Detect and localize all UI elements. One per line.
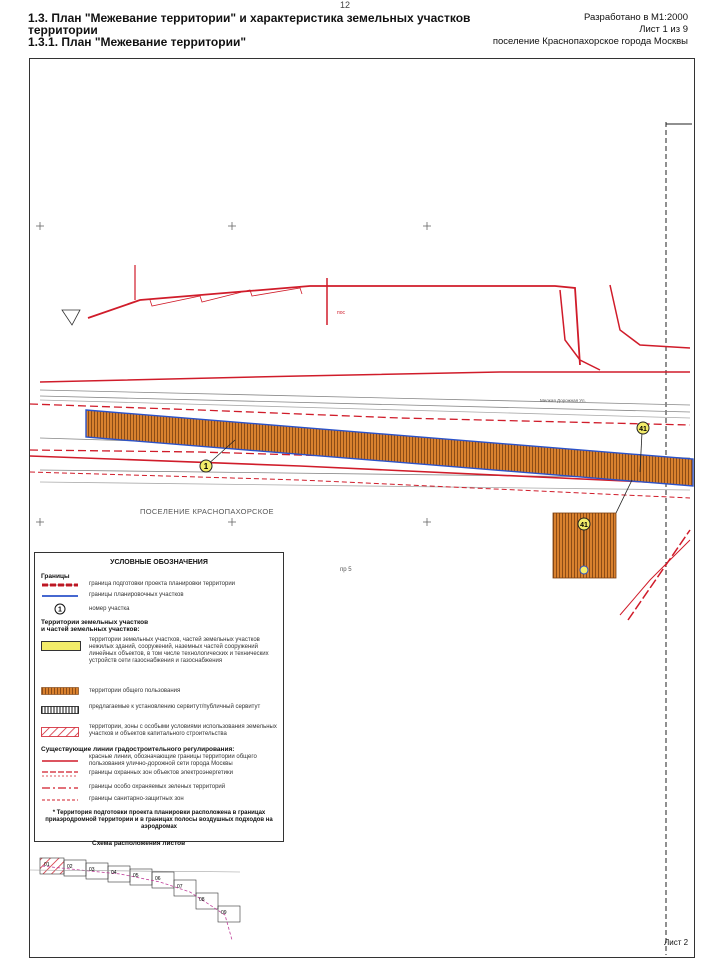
legend-panel — [34, 552, 284, 842]
scheme-title: Схема расположения листов — [92, 840, 186, 847]
scheme-label-02: 02 — [67, 864, 73, 870]
swatch-zones — [41, 727, 79, 737]
inset-yellow-spot — [580, 566, 588, 574]
scale-text: Разработано в М1:2000 — [584, 12, 688, 23]
swatch-number-text: 1 — [58, 606, 62, 614]
legend-text-planning: границы планировочных участков — [89, 592, 184, 598]
plot-1-number: 1 — [203, 462, 209, 471]
title-line-1: 1.3. План "Межевание территории" и характеристика земельных участков — [28, 11, 471, 25]
legend-item-number — [41, 603, 277, 615]
road-line-2 — [40, 396, 690, 412]
page-number: 12 — [340, 0, 351, 10]
red-line-diagonal-2 — [620, 540, 690, 615]
scheme-label-07: 07 — [177, 884, 183, 890]
inset-41-number: 41 — [580, 522, 588, 529]
legend-section-borders: Границы — [41, 573, 70, 580]
title-line-2: территории — [28, 23, 98, 37]
legend-item-red — [41, 754, 277, 768]
legend-text-sanitary: границы санитарно-защитных зон — [89, 796, 184, 802]
map-label-pr: пр 5 — [340, 567, 352, 573]
legend-note: * Территория подготовки проекта планировки расположена в границах приаэродромной территории и в границах полосы воздушных подходов на аэродромах — [45, 810, 273, 830]
legend-section-lines: Существующие линии градостроительного регулирования: — [41, 746, 235, 753]
red-line-diagonal — [628, 530, 690, 620]
legend-item-sanitary — [41, 795, 277, 805]
sheet-of-text: Лист 1 из 9 — [639, 24, 688, 35]
scheme-label-04: 04 — [111, 870, 117, 876]
scheme-label-09: 09 — [221, 910, 227, 916]
legend-text-zones: территории, зоны с особыми условиями использования земельных участков и объектов капитального строительства — [89, 724, 277, 737]
plot-41-number: 41 — [639, 426, 647, 433]
title-line-3: 1.3.1. План "Межевание территории" — [28, 35, 247, 49]
legend-text-orange: территории общего пользования — [89, 688, 181, 694]
sheet-label: Лист 2 — [664, 938, 689, 947]
legend-item-planning — [41, 592, 277, 600]
scheme-label-05: 05 — [133, 873, 139, 879]
swatch-power — [41, 769, 79, 779]
scheme-label-01: 01 — [44, 862, 50, 868]
legend-title: УСЛОВНЫЕ ОБОЗНАЧЕНИЯ — [110, 559, 208, 566]
scheme-label-08: 08 — [199, 897, 205, 903]
legend-item-yellow — [41, 637, 277, 685]
legend-item-power — [41, 769, 277, 779]
legend-text-power: границы охранных зон объектов электроэнергетики — [89, 770, 233, 776]
scheme-label-03: 03 — [89, 867, 95, 873]
legend-text-border: граница подготовки проекта планировки территории — [89, 581, 236, 587]
legend-section-territories: Территории земельных участков и частей земельных участков: — [41, 619, 149, 633]
red-line-upper — [88, 286, 580, 365]
swatch-planning — [41, 592, 79, 600]
legend-text-green: границы особо охраняемых зеленых территорий — [89, 784, 226, 790]
swatch-border — [41, 581, 79, 589]
map-label-pos: пос — [337, 310, 345, 316]
road-line-6 — [40, 482, 690, 490]
legend-item-green — [41, 783, 277, 793]
swatch-sanitary — [41, 795, 79, 805]
settlement-text: поселение Краснопахорское города Москвы — [492, 36, 688, 47]
legend-text-servitude: предлагаемые к установлению сервитут/публичный сервитут — [89, 704, 261, 710]
legend-item-orange — [41, 687, 277, 697]
wedge-shape — [62, 310, 80, 325]
legend-text-number: номер участка — [89, 606, 130, 612]
inset-connector — [616, 480, 632, 513]
sheet-scheme — [30, 858, 240, 940]
legend-text-red: красные линии, обозначающие границы территории общего пользования улично-дорожной сети города Москвы — [89, 754, 257, 767]
settlement-map-label: ПОСЕЛЕНИЕ КРАСНОПАХОРСКОЕ — [140, 507, 274, 516]
swatch-servitude — [41, 706, 79, 714]
red-line-mid — [40, 372, 690, 382]
map-label-road: Мелкая Дорожная Ул. — [540, 398, 586, 403]
swatch-green — [41, 783, 79, 793]
legend-item-servitude — [41, 704, 277, 718]
red-line-road-curve-2 — [610, 285, 690, 348]
swatch-red-line — [41, 755, 79, 767]
swatch-orange — [41, 687, 79, 695]
swatch-yellow — [41, 641, 81, 651]
swatch-number-circle — [41, 603, 79, 615]
legend-text-yellow: территории земельных участков, частей земельных участков нежилых зданий, сооружений, наземных частей сооружений линейных объектов, в том числе технологических и технических устройств сети газоснабжения и газоснабжения — [89, 637, 269, 664]
legend-item-border — [41, 581, 277, 589]
scheme-label-06: 06 — [155, 876, 161, 882]
legend-item-zones — [41, 724, 277, 746]
